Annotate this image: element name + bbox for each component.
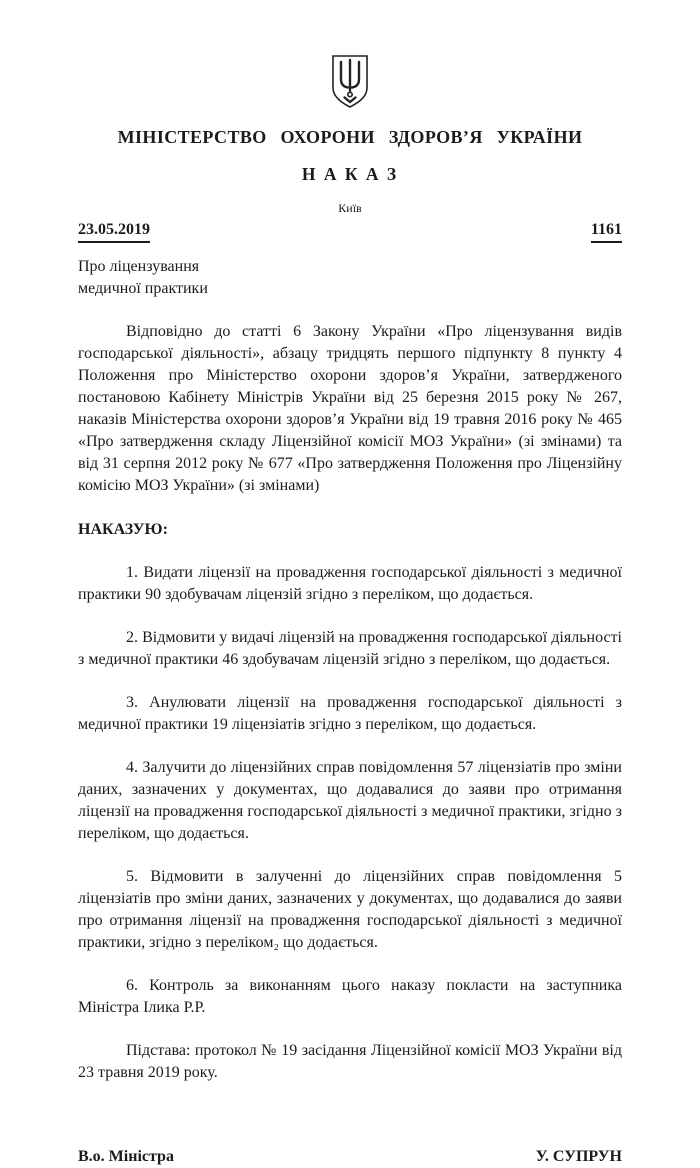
signer-role: В.о. Міністра [78, 1148, 174, 1165]
order-item-5: 5. Відмовити в залученні до ліцензійних справ повідомлення 5 ліцензіатів про зміни даних, зазначених у документах, що додавалися до заяви про отримання ліцензії на провадження господарської діяльності з медичної практики, згідно з переліком₂ що додається. [78, 868, 622, 951]
ministry-title: МІНІСТЕРСТВО ОХОРОНИ ЗДОРОВ’Я УКРАЇНИ [117, 127, 583, 147]
subject-line-1: Про ліцензування [78, 258, 200, 275]
order-item-1: 1. Видати ліцензії на провадження господарської діяльності з медичної практики 90 здобувачам ліцензій згідно з переліком, що додається. [78, 564, 622, 603]
order-item-3: 3. Анулювати ліцензії на провадження господарської діяльності з медичної практики 19 ліцензіатів згідно з переліком, що додається. [78, 694, 622, 733]
document-type-title: Н А К А З [301, 164, 399, 184]
signature-row [78, 1146, 622, 1168]
order-date: 23.05.2019 [78, 219, 150, 243]
order-item-4: 4. Залучити до ліцензійних справ повідомлення 57 ліцензіатів про зміни даних, зазначених у документах, що додавалися до заяви про отримання ліцензії на провадження господарської діяльності з медичної практики, згідно з переліком, що додається. [78, 759, 622, 842]
date-number-row [78, 219, 622, 243]
order-item-6: 6. Контроль за виконанням цього наказу покласти на заступника Міністра Ілика Р.Р. [78, 977, 622, 1016]
ukraine-coat-of-arms-icon [328, 98, 372, 115]
subject-block [78, 256, 622, 300]
order-item-2: 2. Відмовити у видачі ліцензій на провадження господарської діяльності з медичної практики 46 здобувачам ліцензій згідно з переліком, що додається. [78, 629, 622, 668]
signer-name: У. СУПРУН [535, 1148, 622, 1165]
order-number: 1161 [591, 219, 622, 243]
subject-line-2: медичної практики [78, 280, 208, 297]
emblem-container [78, 53, 622, 118]
city-label: Київ [338, 201, 362, 215]
preamble-paragraph: Відповідно до статті 6 Закону України «Про ліцензування видів господарської діяльності», абзацу тридцять першого підпункту 8 пункту 4 Положення про Міністерство охорони здоров’я України, затвердженого постановою Кабінету Міністрів України від 25 березня 2015 року № 267, наказів Міністерства охорони здоров’я України від 19 травня 2016 року № 465 «Про затвердження складу Ліцензійної комісії МОЗ України» (зі змінами) та від 31 серпня 2012 року № 677 «Про затвердження Положення про Ліцензійну комісію МОЗ України» (зі змінами) [78, 323, 622, 494]
basis-paragraph: Підстава: протокол № 19 засідання Ліцензійної комісії МОЗ України від 23 травня 2019 року. [78, 1042, 622, 1081]
order-heading: НАКАЗУЮ: [78, 521, 168, 538]
